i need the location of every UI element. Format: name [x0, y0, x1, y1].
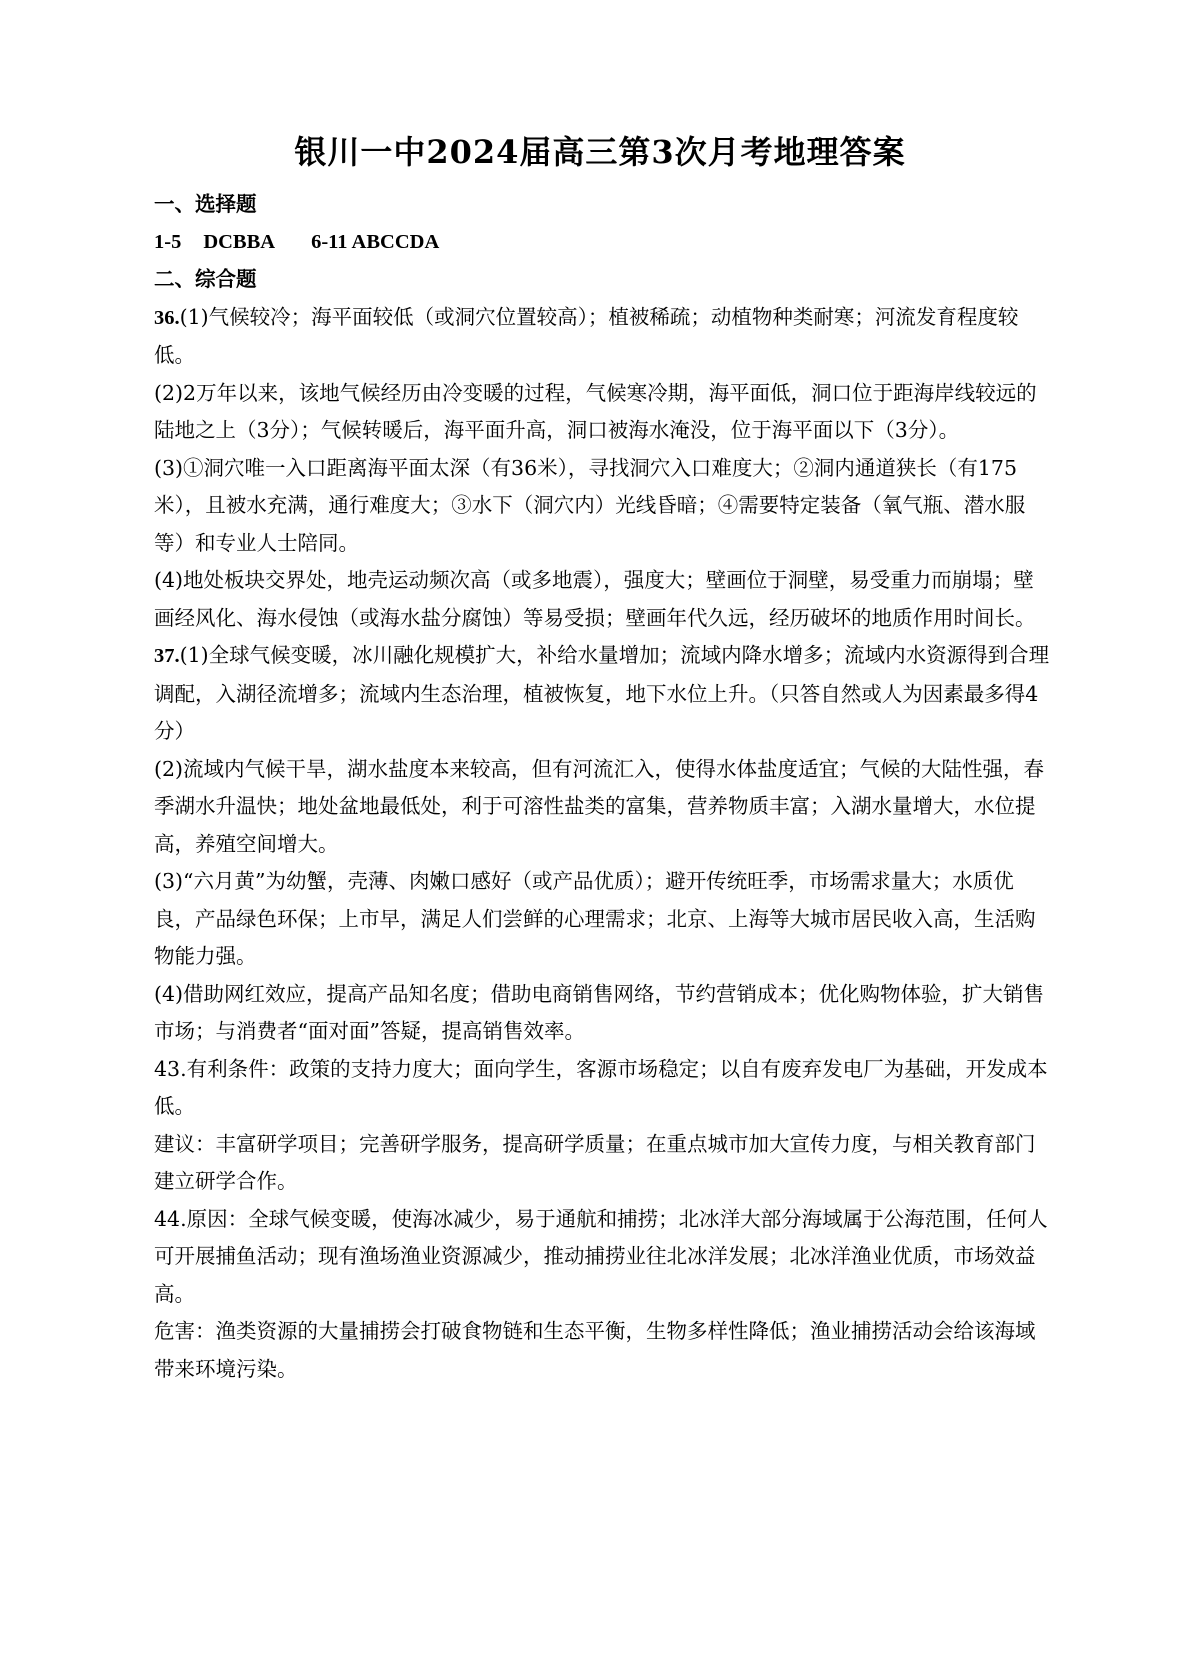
q36-number: 36.	[154, 306, 180, 329]
answers-1-5: DCBBA	[203, 230, 276, 253]
answers-range-2: 6-11	[311, 230, 348, 253]
q37-part2: (2)流域内气候干旱，湖水盐度本来较高，但有河流汇入，使得水体盐度适宜；气候的大陆性强，春季湖水升温快；地处盆地最低处，利于可溶性盐类的富集，营养物质丰富；入湖水量增大，水位提高，养殖空间增大。	[154, 756, 1045, 856]
answers-range-1: 1-5	[154, 230, 182, 253]
q36-part1: 36.(1)气候较冷；海平面较低（或洞穴位置较高）；植被稀疏；动植物种类耐寒；河流发育程度较低。	[154, 304, 1019, 367]
q36-part4: (4)地处板块交界处，地壳运动频次高（或多地震），强度大；壁画位于洞壁，易受重力而崩塌；壁画经风化、海水侵蚀（或海水盐分腐蚀）等易受损；壁画年代久远，经历破坏的地质作用时间长。	[154, 568, 1036, 630]
q36-part3: (3)①洞穴唯一入口距离海平面太深（有36米），寻找洞穴入口难度大；②洞内通道狭长（有175米），且被水充满，通行难度大；③水下（洞穴内）光线昏暗；④需要特定装备（氧气瓶、潜水服等）和专业人士陪同。	[154, 455, 1026, 555]
q36-part2: (2)2万年以来，该地气候经历由冷变暖的过程，气候寒冷期，海平面低，洞口位于距海岸线较远的陆地之上（3分）；气候转暖后，海平面升高，洞口被海水淹没，位于海平面以下（3分）。	[154, 380, 1037, 442]
q37-number: 37.	[154, 645, 180, 667]
page-title: 银川一中2024届高三第3次月考地理答案	[294, 133, 906, 171]
answers-6-11: ABCCDA	[351, 230, 440, 253]
section-heading-comprehensive: 二、综合题	[154, 267, 257, 291]
q43-suggestions: 建议：丰富研学项目；完善研学服务，提高研学质量；在重点城市加大宣传力度，与相关教育部门建立研学合作。	[154, 1131, 1036, 1193]
choice-answers	[154, 224, 1050, 262]
answer-body	[154, 186, 1050, 1388]
q44-harms: 危害：渔类资源的大量捕捞会打破食物链和生态平衡，生物多样性降低；渔业捕捞活动会给该海域带来环境污染。	[154, 1319, 1036, 1381]
q44-reasons: 44.原因：全球气候变暖，使海冰减少，易于通航和捕捞；北冰洋大部分海域属于公海范围，任何人可开展捕鱼活动；现有渔场渔业资源减少，推动捕捞业往北冰洋发展；北冰洋渔业优质，市场效益高。	[154, 1206, 1048, 1306]
q37-part3: (3)“六月黄”为幼蟹，壳薄、肉嫩口感好（或产品优质）；避开传统旺季，市场需求量大；水质优良，产品绿色环保；上市早，满足人们尝鲜的心理需求；北京、上海等大城市居民收入高，生活购物能力强。	[154, 869, 1036, 968]
q43-conditions: 43.有利条件：政策的支持力度大；面向学生，客源市场稳定；以自有废弃发电厂为基础，开发成本低。	[154, 1056, 1048, 1118]
q37-part1: 37.(1)全球气候变暖，冰川融化规模扩大，补给水量增加；流域内降水增多；流域内水资源得到合理调配，入湖径流增多；流域内生态治理，植被恢复，地下水位上升。（只答自然或人为因素最多得4分）	[154, 643, 1050, 743]
section-heading-choice: 一、选择题	[154, 192, 257, 216]
q37-part4: (4)借助网红效应，提高产品知名度；借助电商销售网络，节约营销成本；优化购物体验，扩大销售市场；与消费者“面对面”答疑，提高销售效率。	[154, 981, 1045, 1043]
